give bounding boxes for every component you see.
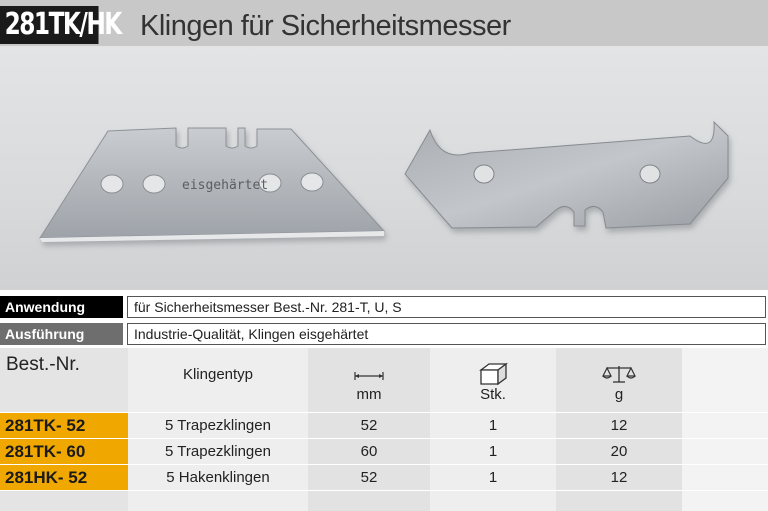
- row-3-mm: 52: [360, 469, 378, 486]
- row-1-stk: 1: [488, 417, 498, 434]
- info-row-ausfuehrung: [0, 323, 768, 345]
- anwendung-value: für Sicherheitsmesser Best.-Nr. 281-T, U, S: [127, 296, 766, 318]
- row-2-g: 20: [610, 443, 628, 460]
- row-1-code: 281TK- 52: [0, 413, 128, 438]
- header-g: g: [614, 386, 624, 403]
- row-2-code: 281TK- 60: [0, 439, 128, 464]
- box-icon: [478, 362, 508, 386]
- info-row-anwendung: [0, 296, 768, 318]
- header-bar: [0, 0, 768, 46]
- col-bg-extra: [682, 348, 768, 511]
- row-3-stk: 1: [488, 469, 498, 486]
- header-klingentyp: Klingentyp: [182, 366, 254, 383]
- row-3-code: 281HK- 52: [0, 465, 128, 490]
- row-3-type: 5 Hakenklingen: [166, 469, 270, 486]
- scale-icon: [602, 364, 636, 384]
- row-1-type: 5 Trapezklingen: [165, 417, 271, 434]
- row-1-g: 12: [610, 417, 628, 434]
- product-photo: [0, 46, 768, 290]
- blade-etching: eisgehärtet: [182, 178, 269, 193]
- product-table: [0, 348, 768, 511]
- anwendung-label: Anwendung: [0, 296, 123, 318]
- row-3-g: 12: [610, 469, 628, 486]
- header-best-nr: Best.-Nr.: [6, 354, 80, 375]
- row-2-mm: 60: [360, 443, 378, 460]
- row-divider: [0, 490, 768, 491]
- header-stk: Stk.: [480, 386, 506, 403]
- blades-image: [0, 46, 768, 290]
- row-2-type: 5 Trapezklingen: [165, 443, 271, 460]
- length-icon: [354, 370, 384, 382]
- page-title: Klingen für Sicherheitsmesser: [140, 10, 511, 42]
- product-code: 281TK/HK: [0, 6, 99, 44]
- row-1-mm: 52: [360, 417, 378, 434]
- header-mm: mm: [356, 386, 382, 403]
- row-2-stk: 1: [488, 443, 498, 460]
- hook-blade: [405, 122, 728, 228]
- ausfuehrung-label: Ausführung: [0, 323, 123, 345]
- ausfuehrung-value: Industrie-Qualität, Klingen eisgehärtet: [127, 323, 766, 345]
